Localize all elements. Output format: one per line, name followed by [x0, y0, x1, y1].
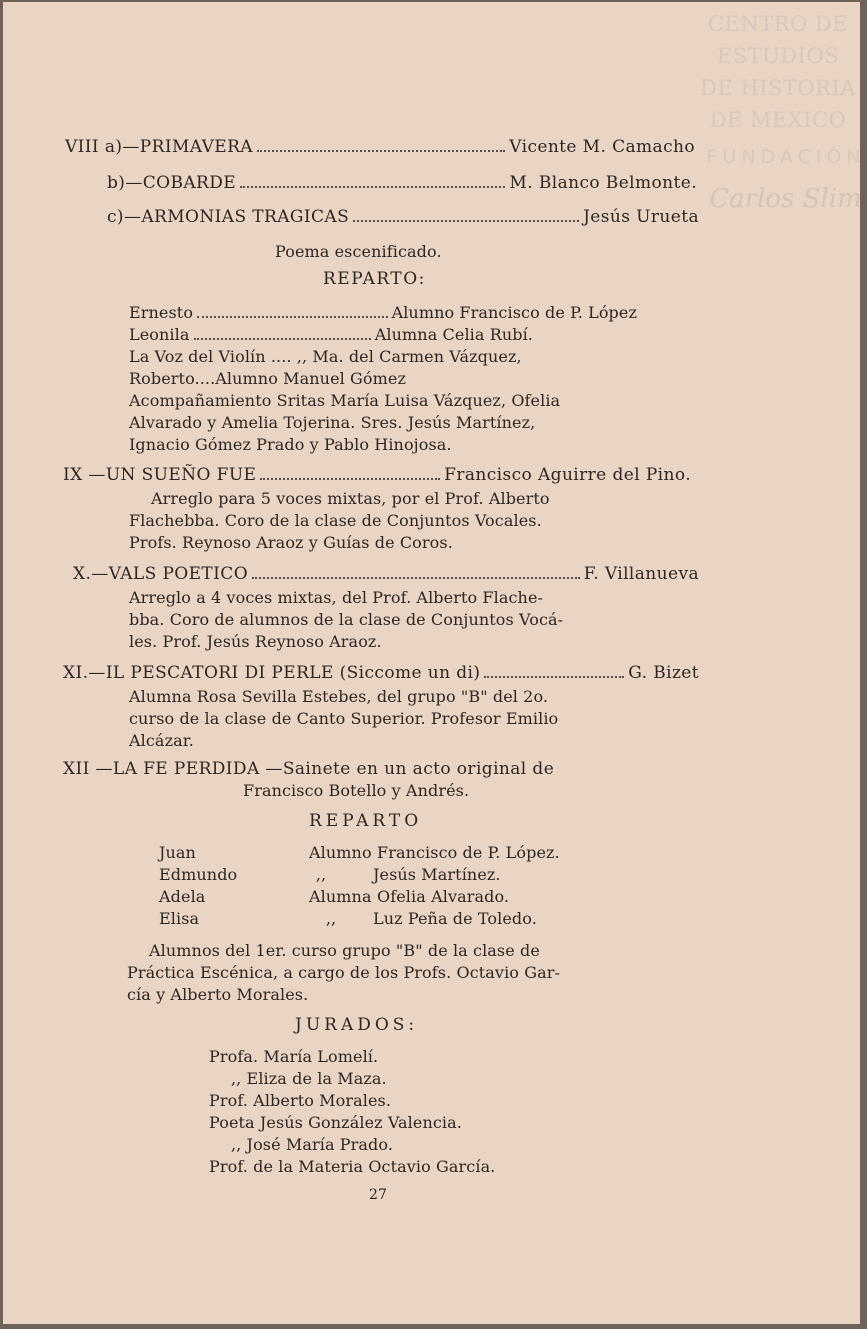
cast-row: Elisa ,, Luz Peña de Toledo. [159, 909, 537, 928]
text-line: Práctica Escénica, a cargo de los Profs. Octavio Gar- [127, 963, 560, 982]
program-item-xi: XI.—IL PESCATORI DI PERLE (Siccome un di) G. Bizet [63, 663, 699, 683]
text-line: Alvarado y Amelia Tojerina. Sres. Jesús Martínez, [129, 413, 536, 432]
program-item-ix: IX —UN SUEÑO FUE Francisco Aguirre del Pino. [63, 465, 691, 485]
watermark-signature-logo: Carlos Slim [709, 184, 862, 214]
text-line: Arreglo para 5 voces mixtas, por el Prof. Alberto [151, 489, 550, 508]
text-line: cía y Alberto Morales. [127, 985, 309, 1004]
cast-line: Leonila Alumna Celia Rubí. [129, 325, 533, 344]
cast-row: Juan Alumno Francisco de P. López. [159, 843, 560, 862]
cast-row: Adela Alumna Ofelia Alvarado. [159, 887, 510, 906]
text-line: les. Prof. Jesús Reynoso Araoz. [129, 632, 382, 651]
jurado-line: ,, José María Prado. [231, 1135, 394, 1154]
jurado-line: ,, Eliza de la Maza. [231, 1069, 387, 1088]
text-line: Acompañamiento Sritas María Luisa Vázquez, Ofelia [129, 391, 561, 410]
watermark-center: CENTRO DE ESTUDIOS DE HISTORIA DE MEXICO [700, 12, 856, 132]
program-item-x: X.—VALS POETICO F. Villanueva [73, 564, 699, 584]
document-page [3, 2, 866, 1324]
poem-subtitle: Poema escenificado. [275, 242, 442, 261]
text-line: Flachebba. Coro de la clase de Conjuntos Vocales. [129, 511, 542, 530]
text-line: La Voz del Violín .... ,, Ma. del Carmen Vázquez, [129, 347, 522, 366]
text-line: Arreglo a 4 voces mixtas, del Prof. Alberto Flache- [129, 588, 544, 607]
text-line: Alumnos del 1er. curso grupo "B" de la clase de [149, 941, 540, 960]
program-item-xii: XII —LA FE PERDIDA —Sainete en un acto original de [63, 759, 555, 779]
program-item-viii-b: b)—COBARDE M. Blanco Belmonte. [107, 173, 697, 193]
program-item-viii-a: VIII a)—PRIMAVERA Vicente M. Camacho [65, 137, 695, 157]
text-line: Profs. Reynoso Araoz y Guías de Coros. [129, 533, 453, 552]
reparto-heading-1: REPARTO: [323, 269, 426, 289]
text-line: Alumna Rosa Sevilla Estebes, del grupo "B" del 2o. [129, 687, 549, 706]
text-line: Ignacio Gómez Prado y Pablo Hinojosa. [129, 435, 452, 454]
reparto-heading-2: REPARTO [309, 811, 423, 831]
jurado-line: Prof. de la Materia Octavio García. [209, 1157, 496, 1176]
cast-line: Ernesto Alumno Francisco de P. López [129, 303, 637, 322]
jurado-line: Poeta Jesús González Valencia. [209, 1113, 462, 1132]
program-item-viii-c: c)—ARMONIAS TRAGICAS Jesús Urueta [107, 207, 699, 227]
text-line: curso de la clase de Canto Superior. Profesor Emilio [129, 709, 559, 728]
jurado-line: Prof. Alberto Morales. [209, 1091, 392, 1110]
text-line: Francisco Botello y Andrés. [243, 781, 470, 800]
jurados-heading: JURADOS: [295, 1015, 419, 1035]
text-line: bba. Coro de alumnos de la clase de Conjuntos Vocá- [129, 610, 564, 629]
watermark-fundacion: FUNDACIÓN [706, 146, 866, 168]
text-line: Roberto....Alumno Manuel Gómez [129, 369, 407, 388]
page-number: 27 [369, 1187, 388, 1203]
cast-row: Edmundo ,, Jesús Martínez. [159, 865, 501, 884]
jurado-line: Profa. María Lomelí. [209, 1047, 379, 1066]
text-line: Alcázar. [129, 731, 194, 750]
